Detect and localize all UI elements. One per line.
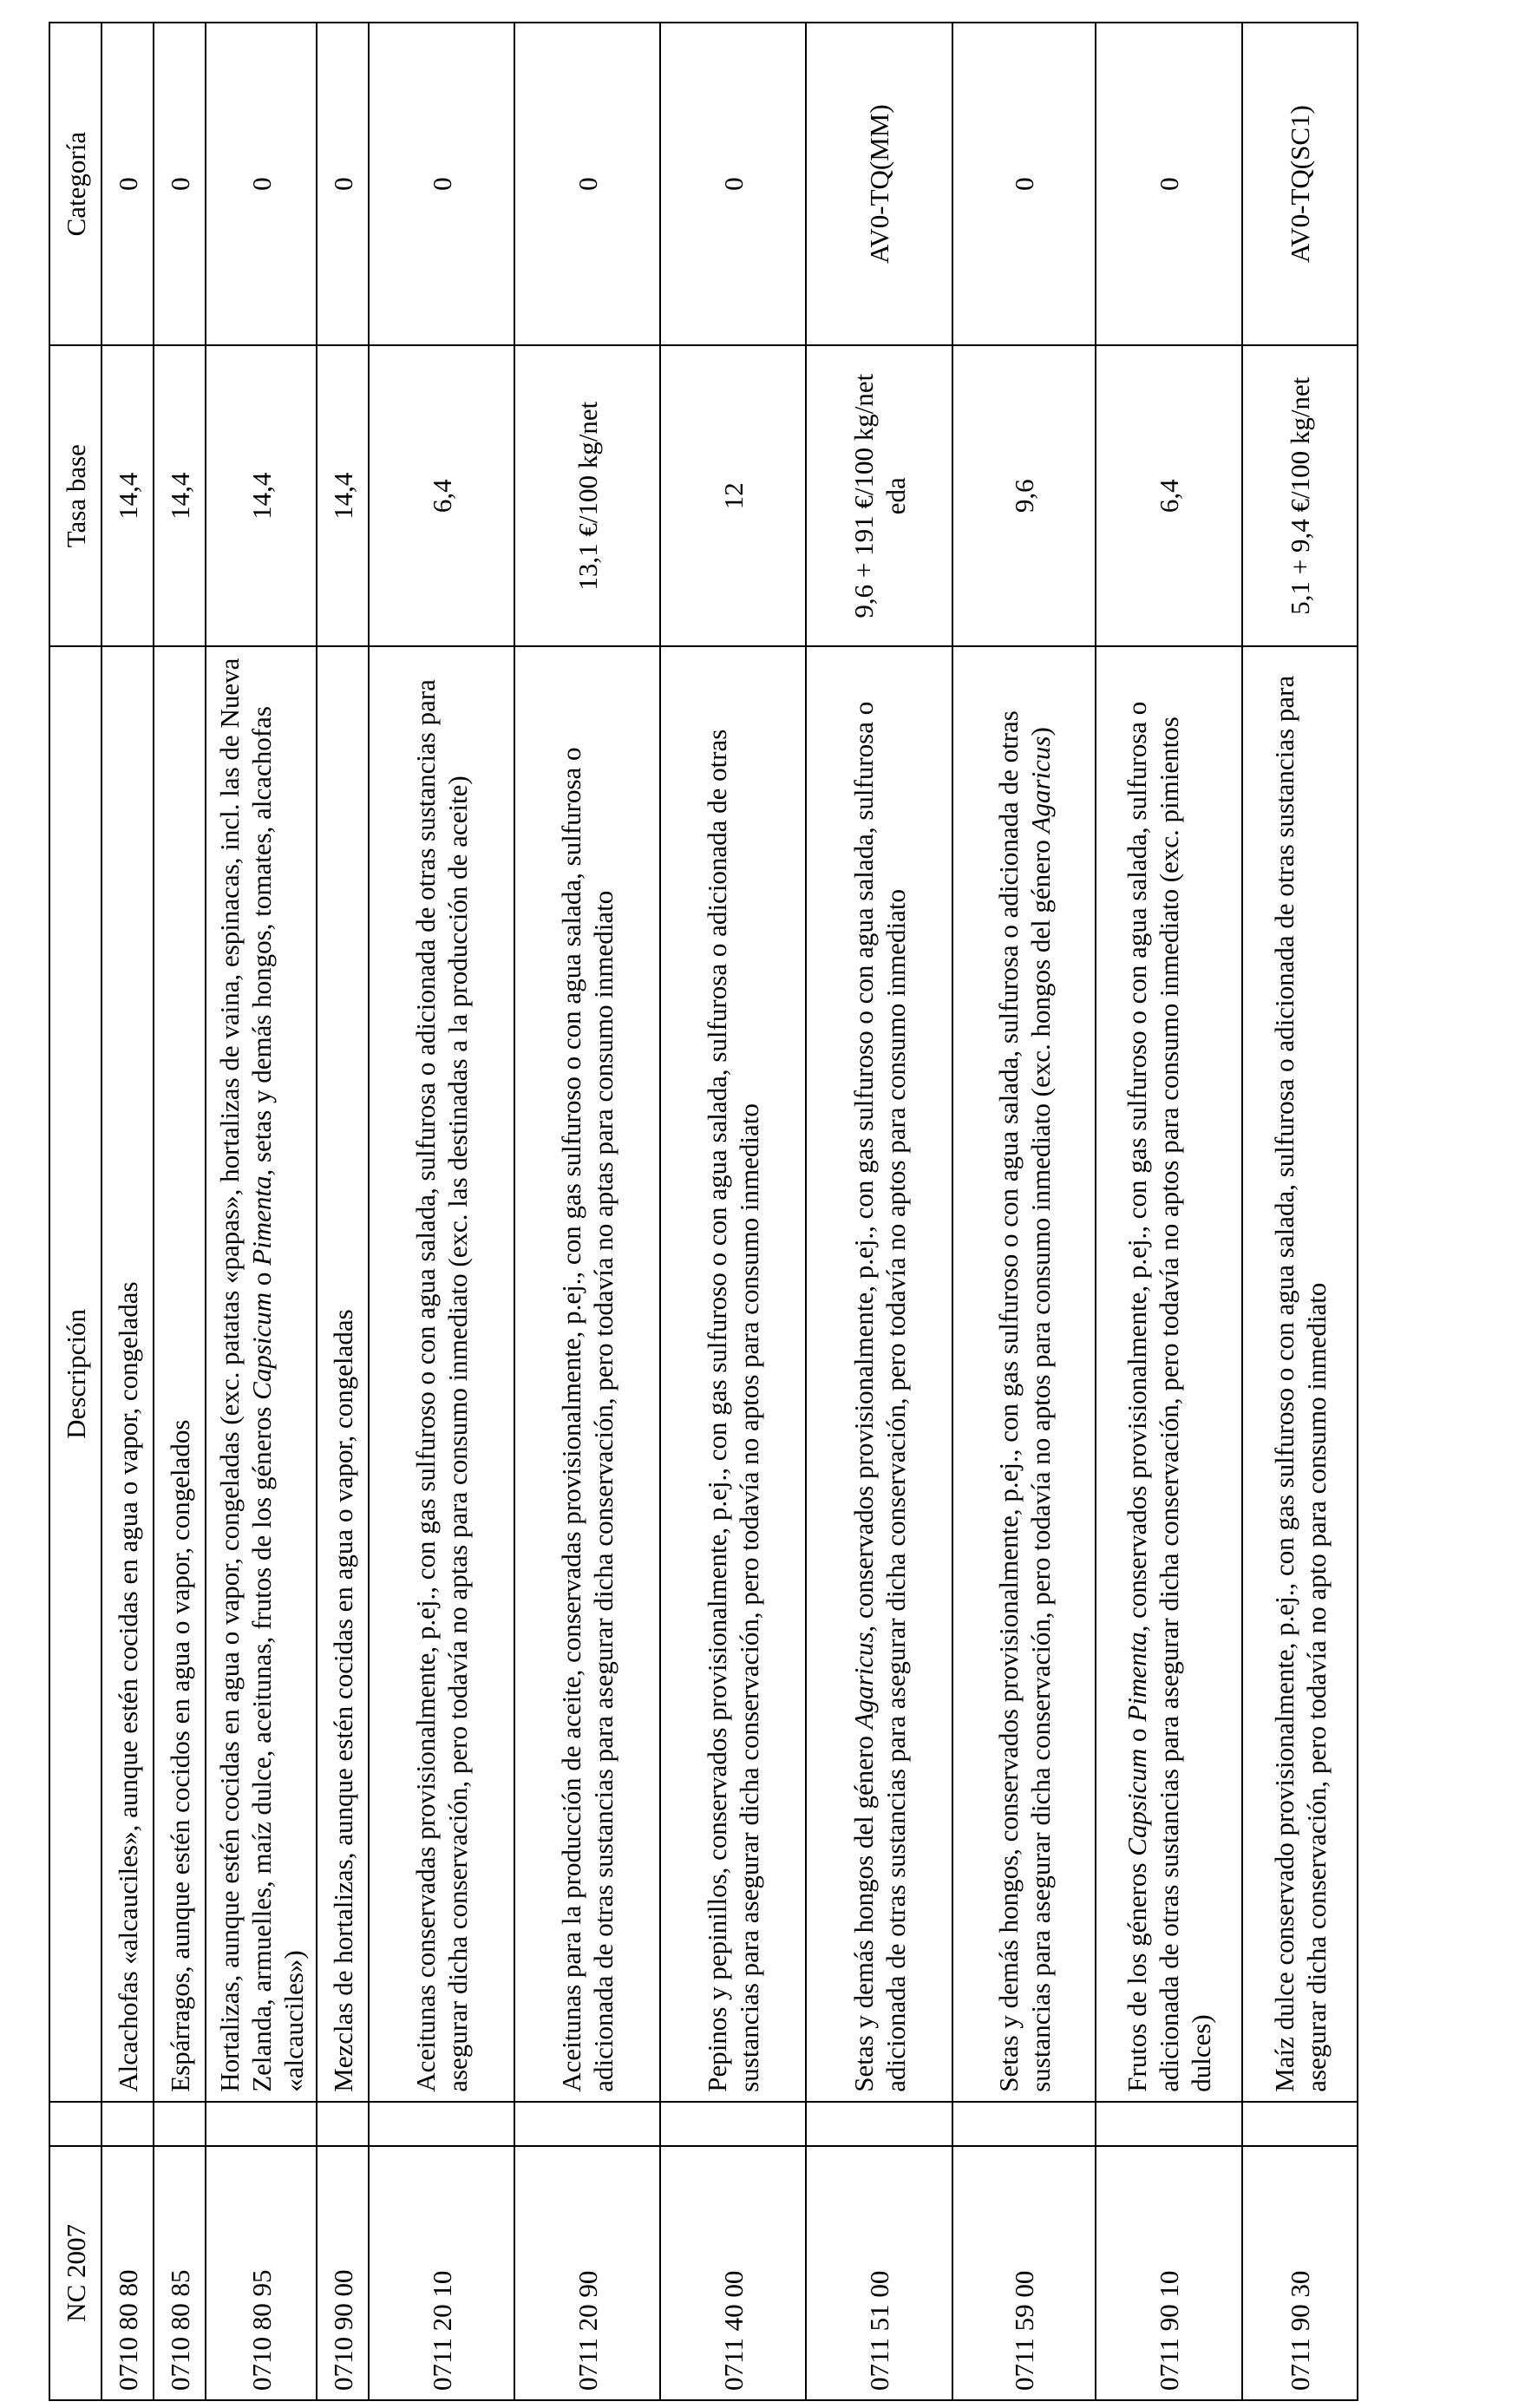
description-cell: Mezclas de hortalizas, aunque estén cocidas en agua o vapor, congeladas [317, 646, 369, 2102]
base-rate-cell: 13,1 €/100 kg/net [514, 345, 660, 646]
nc-code-cell: 0710 90 00 [317, 2146, 369, 2400]
italic-term: Agaricus [848, 1632, 879, 1730]
description-text: Frutos de los géneros [1122, 1855, 1152, 2092]
table-row [206, 23, 317, 2400]
nc-code-cell: 0710 80 95 [206, 2146, 317, 2400]
description-cell: Aceitunas conservadas provisionalmente, p.ej., con gas sulfuroso o con agua salada, sulfurosa o adicionada de otras sustancias para asegurar dicha conservación, pero todavía no aptas para consumo inmediato (exc. las destinadas a la producción de aceite) [369, 646, 514, 2102]
spacer-cell [952, 2102, 1096, 2146]
category-cell: AV0-TQ(SC1) [1242, 23, 1358, 345]
italic-term: Agaricus [1024, 736, 1056, 834]
header-descripcion: Descripción [49, 646, 101, 2102]
rotated-page-content [49, 22, 1332, 2401]
nc-code-cell: 0711 20 90 [514, 2146, 660, 2400]
header-spacer [49, 2102, 101, 2146]
base-rate-cell: 14,4 [101, 345, 154, 646]
category-cell: 0 [206, 23, 317, 345]
category-cell: 0 [660, 23, 806, 345]
nc-code-cell: 0710 80 85 [154, 2146, 206, 2400]
description-cell [806, 646, 952, 2102]
table-row [514, 23, 660, 2400]
base-rate-cell: 9,6 [952, 345, 1096, 646]
description-text: Hortalizas, aunque estén cocidas en agua o vapor, congeladas (exc. patatas «papas», hortalizas de vaina, espinacas, incl. las de Nueva Zelanda, armuelles, maíz dulce, aceitunas, frutos de los géneros [213, 658, 277, 2092]
category-cell: 0 [952, 23, 1096, 345]
category-cell: 0 [101, 23, 154, 345]
category-cell: 0 [317, 23, 369, 345]
table-row [952, 23, 1096, 2400]
spacer-cell [317, 2102, 369, 2146]
table-row [806, 23, 952, 2400]
description-cell: Alcachofas «alcauciles», aunque estén cocidas en agua o vapor, congeladas [101, 646, 154, 2102]
description-text: , conservados provisionalmente, p.ej., con gas sulfuroso o con agua salada, sulfurosa o adicionada de otras sustancias para asegurar dicha conservación, pero todavía no aptos para consumo inmediato (exc. pimientos dulces) [1122, 701, 1216, 2092]
category-cell: 0 [1096, 23, 1242, 345]
description-cell: Aceitunas para la producción de aceite, conservadas provisionalmente, p.ej., con gas sulfuroso o con agua salada, sulfurosa o adicionada de otras sustancias para asegurar dicha conservación, pero todavía no aptas para consumo inmediato [514, 646, 660, 2102]
category-cell: 0 [369, 23, 514, 345]
description-text: , conservados provisionalmente, p.ej., con gas sulfuroso o con agua salada, sulfurosa o adicionada de otras sustancias para asegurar dicha conservación, pero todavía no aptos para consumo inmediato [848, 701, 911, 2092]
tariff-table [49, 22, 1358, 2401]
description-cell: Maíz dulce conservado provisionalmente, p.ej., con gas sulfuroso o con agua salada, sulfurosa o adicionada de otras sustancias para asegurar dicha conservación, pero todavía no apto para consumo inmediato [1242, 646, 1358, 2102]
header-nc-2007: NC 2007 [49, 2146, 101, 2400]
table-row [1096, 23, 1242, 2400]
nc-code-cell: 0710 80 80 [101, 2146, 154, 2400]
category-cell: 0 [154, 23, 206, 345]
base-rate-cell: 14,4 [206, 345, 317, 646]
header-tasa-base: Tasa base [49, 345, 101, 646]
italic-term: Capsicum [1122, 1748, 1152, 1856]
description-cell: Espárragos, aunque estén cocidos en agua o vapor, congelados [154, 646, 206, 2102]
category-cell: 0 [514, 23, 660, 345]
table-row [1242, 23, 1358, 2400]
spacer-cell [806, 2102, 952, 2146]
italic-term: Capsicum [245, 1292, 277, 1400]
spacer-cell [1242, 2102, 1358, 2146]
nc-code-cell: 0711 90 30 [1242, 2146, 1358, 2400]
description-text: o [1122, 1721, 1152, 1749]
description-text: Setas y demás hongos del género [848, 1729, 879, 2092]
base-rate-cell: 5,1 + 9,4 €/100 kg/net [1242, 345, 1358, 646]
description-text: o [245, 1265, 277, 1292]
italic-term: Pimenta [245, 1175, 277, 1266]
base-rate-cell: 6,4 [1096, 345, 1242, 646]
nc-code-cell: 0711 51 00 [806, 2146, 952, 2400]
description-cell [1096, 646, 1242, 2102]
base-rate-cell: 14,4 [317, 345, 369, 646]
spacer-cell [154, 2102, 206, 2146]
base-rate-cell: 12 [660, 345, 806, 646]
header-categoria: Categoría [49, 23, 101, 345]
base-rate-cell: 14,4 [154, 345, 206, 646]
description-text: , setas y demás hongos, tomates, alcachofas «alcauciles») [245, 706, 309, 2092]
spacer-cell [660, 2102, 806, 2146]
nc-code-cell: 0711 20 10 [369, 2146, 514, 2400]
spacer-cell [369, 2102, 514, 2146]
category-cell: AV0-TQ(MM) [806, 23, 952, 345]
table-header-row [49, 23, 101, 2400]
base-rate-cell: 6,4 [369, 345, 514, 646]
description-cell: Pepinos y pepinillos, conservados provisionalmente, p.ej., con gas sulfuroso o con agua salada, sulfurosa o adicionada de otras sustancias para asegurar dicha conservación, pero todavía no aptos para consumo inmediato [660, 646, 806, 2102]
table-row [154, 23, 206, 2400]
spacer-cell [1096, 2102, 1242, 2146]
nc-code-cell: 0711 40 00 [660, 2146, 806, 2400]
spacer-cell [101, 2102, 154, 2146]
description-text: Setas y demás hongos, conservados provisionalmente, p.ej., con gas sulfuroso o con agua salada, sulfurosa o adicionada de otras sustancias para asegurar dicha conservación, pero todavía no aptos para consumo inmediato (exc. hongos del género [992, 710, 1056, 2092]
base-rate-cell: 9,6 + 191 €/100 kg/net eda [806, 345, 952, 646]
description-text: ) [1024, 727, 1056, 736]
nc-code-cell: 0711 59 00 [952, 2146, 1096, 2400]
spacer-cell [206, 2102, 317, 2146]
table-row [660, 23, 806, 2400]
table-row [101, 23, 154, 2400]
table-row [317, 23, 369, 2400]
description-cell [206, 646, 317, 2102]
italic-term: Pimenta [1122, 1632, 1152, 1722]
description-cell [952, 646, 1096, 2102]
table-row [369, 23, 514, 2400]
spacer-cell [514, 2102, 660, 2146]
table-body [101, 23, 1358, 2400]
nc-code-cell: 0711 90 10 [1096, 2146, 1242, 2400]
